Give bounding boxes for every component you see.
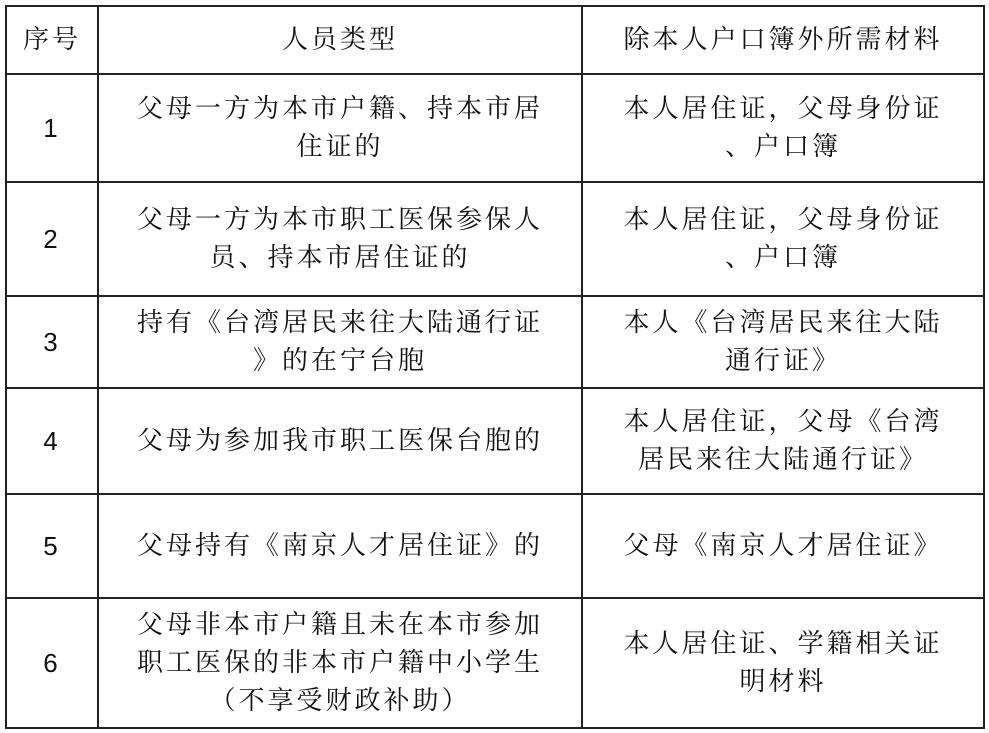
text-line: 明材料 xyxy=(739,667,827,697)
text-line: 持有《台湾居民来往大陆通行证 xyxy=(136,308,543,338)
person-type-cell xyxy=(98,388,582,494)
materials-cell xyxy=(582,494,984,598)
row-number: 3 xyxy=(6,296,98,388)
text-line: 本人居住证，父母《台湾 xyxy=(623,407,943,437)
row-number: 1 xyxy=(6,74,98,182)
materials-cell xyxy=(582,598,984,728)
person-type-cell xyxy=(98,296,582,388)
text-line: 父母为参加我市职工医保台胞的 xyxy=(136,426,543,456)
text-line: 通行证》 xyxy=(724,346,841,376)
table-row xyxy=(6,182,984,296)
requirements-table xyxy=(5,5,985,729)
row-number: 6 xyxy=(6,598,98,728)
header-required-materials: 除本人户口簿外所需材料 xyxy=(582,6,984,74)
row-number: 4 xyxy=(6,388,98,494)
table-row xyxy=(6,598,984,728)
text-line: （不享受财政补助） xyxy=(209,686,471,716)
person-type-cell xyxy=(98,74,582,182)
table-row xyxy=(6,388,984,494)
row-number: 2 xyxy=(6,182,98,296)
table-row xyxy=(6,494,984,598)
text-line: 、户口簿 xyxy=(724,243,841,273)
materials-cell xyxy=(582,74,984,182)
materials-cell xyxy=(582,296,984,388)
text-line: 居民来往大陆通行证》 xyxy=(637,445,928,475)
person-type-cell xyxy=(98,494,582,598)
materials-cell xyxy=(582,182,984,296)
text-line: 父母持有《南京人才居住证》的 xyxy=(136,531,543,561)
text-line: 》的在宁台胞 xyxy=(252,346,427,376)
table-row xyxy=(6,296,984,388)
text-line: 本人居住证，父母身份证 xyxy=(623,94,943,124)
person-type-cell xyxy=(98,182,582,296)
text-line: 本人居住证、学籍相关证 xyxy=(623,629,943,659)
text-line: 父母非本市户籍且未在本市参加 xyxy=(136,610,543,640)
table-row xyxy=(6,74,984,182)
header-serial-number: 序号 xyxy=(6,6,98,74)
header-person-type: 人员类型 xyxy=(98,6,582,74)
text-line: 本人居住证，父母身份证 xyxy=(623,205,943,235)
text-line: 本人《台湾居民来往大陆 xyxy=(623,308,943,338)
text-line: 父母《南京人才居住证》 xyxy=(623,531,943,561)
text-line: 职工医保的非本市户籍中小学生 xyxy=(136,648,543,678)
text-line: 、户口簿 xyxy=(724,132,841,162)
text-line: 父母一方为本市职工医保参保人 xyxy=(136,205,543,235)
table-header-row xyxy=(6,6,984,74)
person-type-cell xyxy=(98,598,582,728)
text-line: 住证的 xyxy=(296,132,384,162)
text-line: 员、持本市居住证的 xyxy=(209,243,471,273)
text-line: 父母一方为本市户籍、持本市居 xyxy=(136,94,543,124)
row-number: 5 xyxy=(6,494,98,598)
materials-cell xyxy=(582,388,984,494)
